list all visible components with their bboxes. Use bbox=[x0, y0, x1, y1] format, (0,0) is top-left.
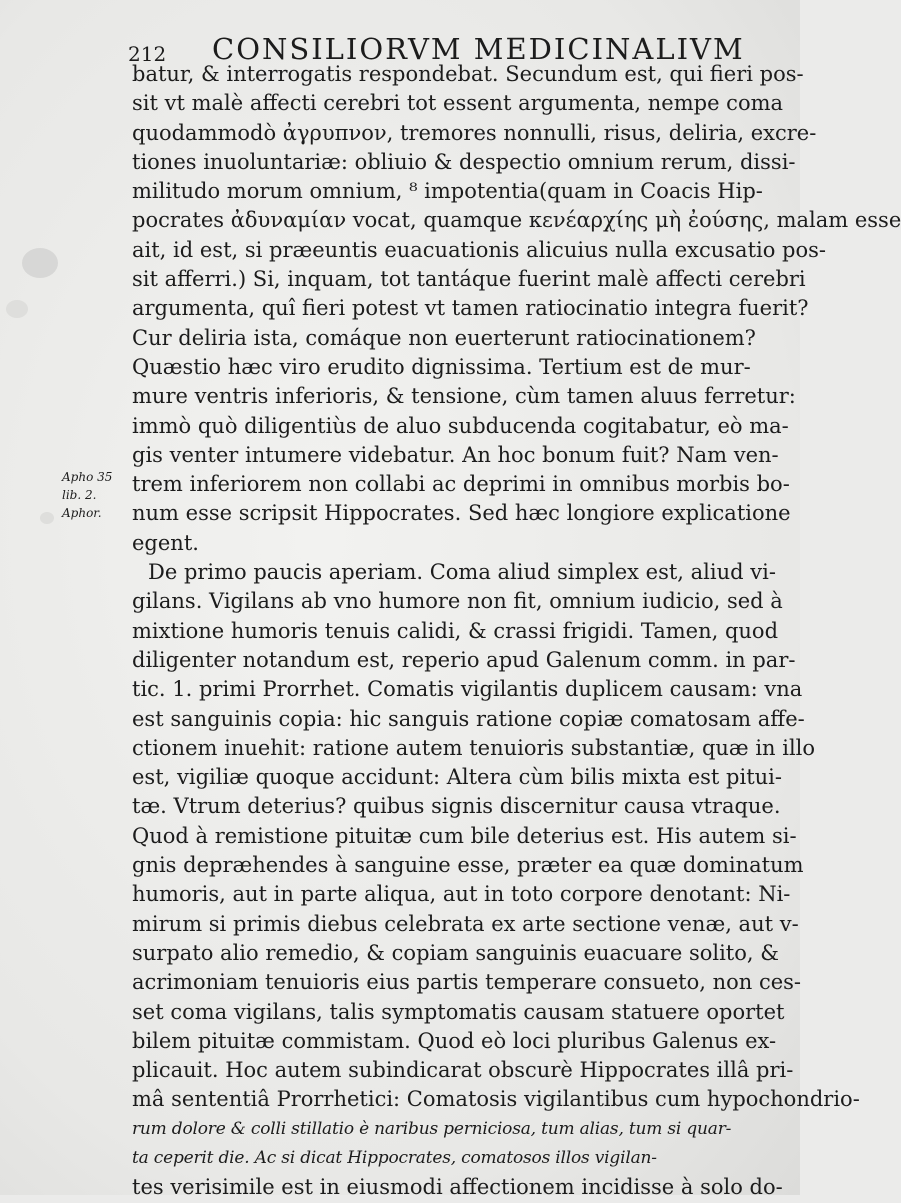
text-line: diligenter notandum est, reperio apud Galenum comm. in par- bbox=[132, 647, 796, 672]
text-line: batur, & interrogatis respondebat. Secundum est, qui fieri pos- bbox=[132, 62, 804, 86]
text-line: sit vt malè affecti cerebri tot essent argumenta, nempe coma bbox=[132, 91, 784, 116]
stain bbox=[6, 300, 28, 318]
text-line: rum dolore & colli stillatio è naribus perniciosa, tum alias, tum si quar- bbox=[132, 1118, 732, 1139]
text-line: tiones inuoluntariæ: obliuio & despectio omnium rerum, dissi- bbox=[132, 149, 796, 174]
page-number: 212 bbox=[128, 42, 167, 66]
stain bbox=[22, 248, 58, 278]
text-line: trem inferiorem non collabi ac deprimi in omnibus morbis bo- bbox=[132, 472, 790, 497]
text-line: ctionem inuehit: ratione autem tenuioris substantiæ, quæ in illo bbox=[132, 735, 816, 760]
text-line: est sanguinis copia: hic sanguis ratione copiæ comatosam affe- bbox=[132, 706, 805, 731]
text-line: tic. 1. primi Prorrhet. Comatis vigilantis duplicem causam: vna bbox=[132, 677, 803, 702]
text-line: gilans. Vigilans ab vno humore non fit, omnium iudicio, sed à bbox=[132, 589, 783, 614]
text-line: acrimoniam tenuioris eius partis temperare consueto, non ces- bbox=[132, 970, 802, 995]
margin-note: Aphor. bbox=[62, 506, 102, 520]
text-line: surpato alio remedio, & copiam sanguinis euacuare solito, & bbox=[132, 940, 779, 965]
text-line: quodammodò ἀγρυπνον, tremores nonnulli, risus, deliria, excre- bbox=[132, 120, 817, 145]
text-line: Cur deliria ista, comáque non euerterunt ratiocinationem? bbox=[132, 325, 756, 350]
text-line: sit afferri.) Si, inquam, tot tantáque fuerint malè affecti cerebri bbox=[132, 267, 806, 292]
text-line: ta ceperit die. Ac si dicat Hippocrates, comatosos illos vigilan- bbox=[132, 1147, 657, 1168]
text-line: Quod à remistione pituitæ cum bile deterius est. His autem si- bbox=[132, 823, 797, 848]
text-line: gnis depræhendes à sanguine esse, præter ea quæ dominatum bbox=[132, 853, 804, 878]
text-line: De primo paucis aperiam. Coma aliud simplex est, aliud vi- bbox=[148, 560, 776, 585]
text-line: mâ sententiâ Prorrhetici: Comatosis vigilantibus cum hypochondrio- bbox=[132, 1087, 860, 1112]
text-line: mirum si primis diebus celebrata ex arte sectione venæ, aut v- bbox=[132, 911, 799, 936]
body-text bbox=[132, 60, 901, 1203]
text-line: tæ. Vtrum deterius? quibus signis discernitur causa vtraque. bbox=[132, 794, 781, 819]
text-line: Quæstio hæc viro erudito dignissima. Tertium est de mur- bbox=[132, 354, 751, 379]
text-line: immò quò diligentiùs de aluo subducenda cogitabatur, eò ma- bbox=[132, 413, 789, 438]
text-line: mure ventris inferioris, & tensione, cùm tamen aluus ferretur: bbox=[132, 384, 796, 409]
text-line: egent. bbox=[132, 530, 199, 555]
text-line: set coma vigilans, talis symptomatis causam statuere oportet bbox=[132, 999, 785, 1024]
text-line: mixtione humoris tenuis calidi, & crassi frigidi. Tamen, quod bbox=[132, 618, 779, 643]
text-line: num esse scripsit Hippocrates. Sed hæc longiore explicatione bbox=[132, 501, 791, 526]
text-line: bilem pituitæ commistam. Quod eò loci pluribus Galenus ex- bbox=[132, 1028, 777, 1053]
margin-note: Apho 35 bbox=[62, 470, 113, 484]
text-line: ait, id est, si præeuntis euacuationis alicuius nulla excusatio pos- bbox=[132, 237, 826, 262]
margin-notes bbox=[62, 468, 132, 522]
text-line: gis venter intumere videbatur. An hoc bonum fuit? Nam ven- bbox=[132, 442, 779, 467]
text-line: militudo morum omnium, ⁸ impotentia(quam in Coacis Hip- bbox=[132, 179, 763, 204]
margin-note: lib. 2. bbox=[62, 488, 97, 502]
text-line: est, vigiliæ quoque accidunt: Altera cùm bilis mixta est pitui- bbox=[132, 765, 782, 790]
text-line: tes verisimile est in eiusmodi affectionem incidisse à solo do- bbox=[132, 1175, 783, 1200]
text-line: argumenta, quî fieri potest vt tamen ratiocinatio integra fuerit? bbox=[132, 296, 809, 321]
running-title: CONSILIORVM MEDICINALIVM bbox=[212, 32, 745, 66]
stain bbox=[40, 512, 54, 524]
text-line: plicauit. Hoc autem subindicarat obscurè Hippocrates illâ pri- bbox=[132, 1058, 794, 1083]
text-line: pocrates ἀδυναμίαν vocat, quamque κενέαρχίης μὴ ἐούσης, malam esse bbox=[132, 208, 901, 233]
text-line: humoris, aut in parte aliqua, aut in toto corpore denotant: Ni- bbox=[132, 882, 791, 907]
